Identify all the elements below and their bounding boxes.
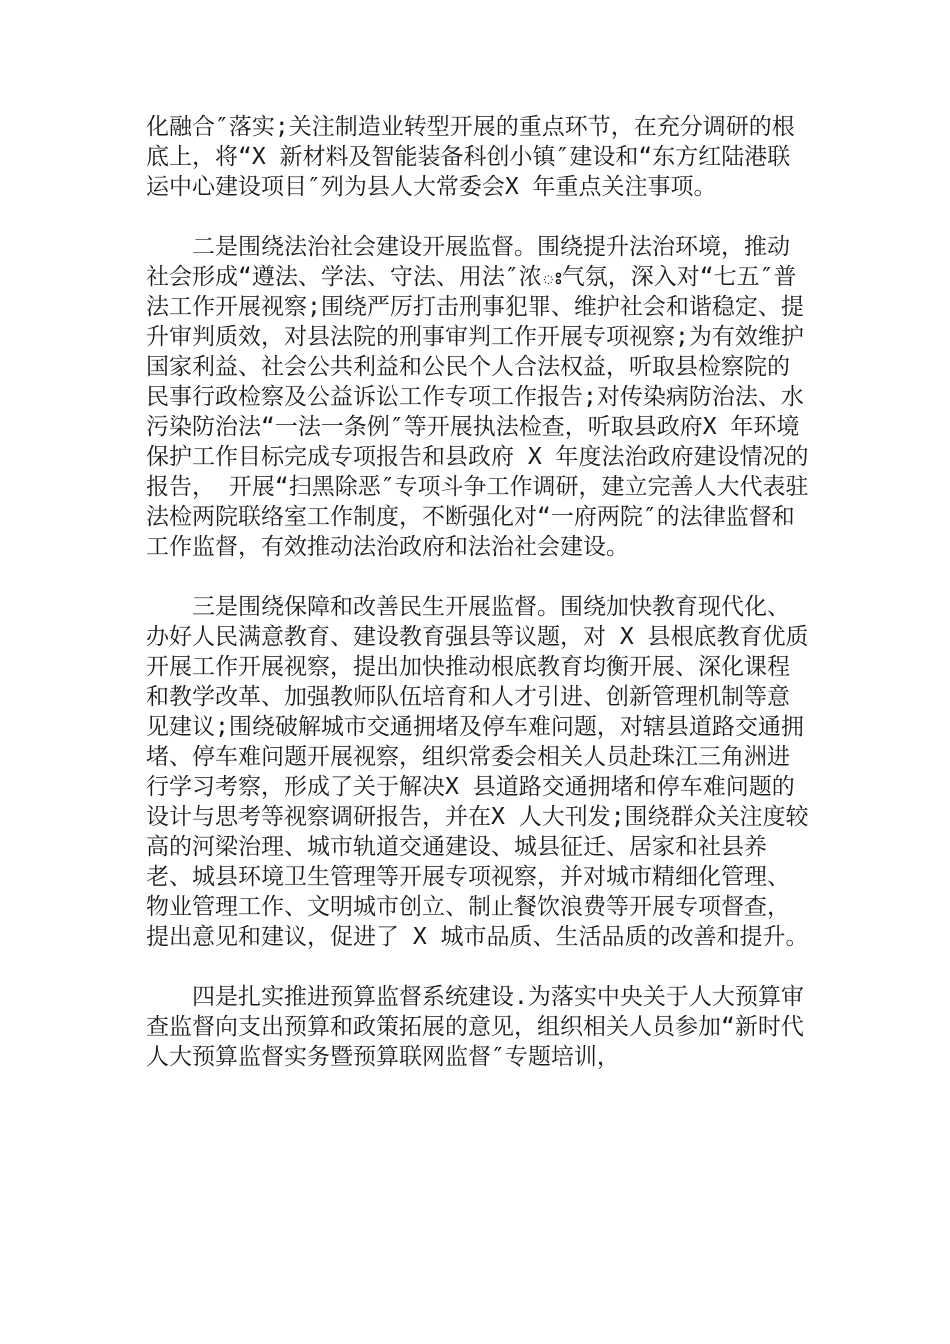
paragraph-livelihood: 三是围绕保障和改善民生开展监督。围绕加快教育现代化、办好人民满意教育、建设教育强县等议题，对 X 县根底教育优质开展工作开展视察，提出加快推动根底教育均衡开展、深化课程和教学改革、加强教师队伍培育和人才引进、创新管理机制等意见建议;围绕破解城市交通拥堵及停车难问题，对辖县道路交通拥堵、停车难问题开展视察，组织常委会相关人员赴珠江三角洲进行学习考察，形成了关于解决X 县道路交通拥堵和停车难问题的设计与思考等视察调研报告，并在X 人大刊发;围绕群众关注度较高的河梁治理、城市轨道交通建设、城县征迁、居家和社县养老、城县环境卫生管理等开展专项视察，并对城市精细化管理、物业管理工作、文明城市创立、制止餐饮浪费等开展专项督查，提出意见和建议，促进了 X 城市品质、生活品质的改善和提升。 — [146, 594, 809, 950]
paragraph-law-society: 二是围绕法治社会建设开展监督。围绕提升法治环境，推动社会形成“遵法、学法、守法、用法″浓ః气氛，深入对“七五″普法工作开展视察;围绕严厉打击刑事犯罪、维护社会和谐稳定、提升审判质效，对县法院的刑事审判工作开展专项视察;为有效维护国家利益、社会公共利益和公民个人合法权益，听取县检察院的民事行政检察及公益诉讼工作专项工作报告;对传染病防治法、水污染防治法“一法一条例″等开展执法检查，听取县政府X 年环境保护工作目标完成专项报告和县政府 X 年度法治政府建设情况的报告， 开展“扫黑除恶″专项斗争工作调研，建立完善人大代表驻法检两院联络室工作制度，不断强化对“一府两院″的法律监督和工作监督，有效推动法治政府和法治社会建设。 — [146, 234, 809, 560]
paragraph-budget: 四是扎实推进预算监督系统建设.为落实中央关于人大预算审查监督向支出预算和政策拓展的意见，组织相关人员参加“新时代人大预算监督实务暨预算联网监督″专题培训， — [146, 984, 804, 1070]
document-body — [146, 112, 810, 1072]
paragraph-continuation: 化融合″落实;关注制造业转型开展的重点环节，在充分调研的根底上，将“X 新材料及智能装备科创小镇″建设和“东方红陆港联运中心建设项目″列为县人大常委会X 年重点关注事项。 — [146, 114, 795, 200]
